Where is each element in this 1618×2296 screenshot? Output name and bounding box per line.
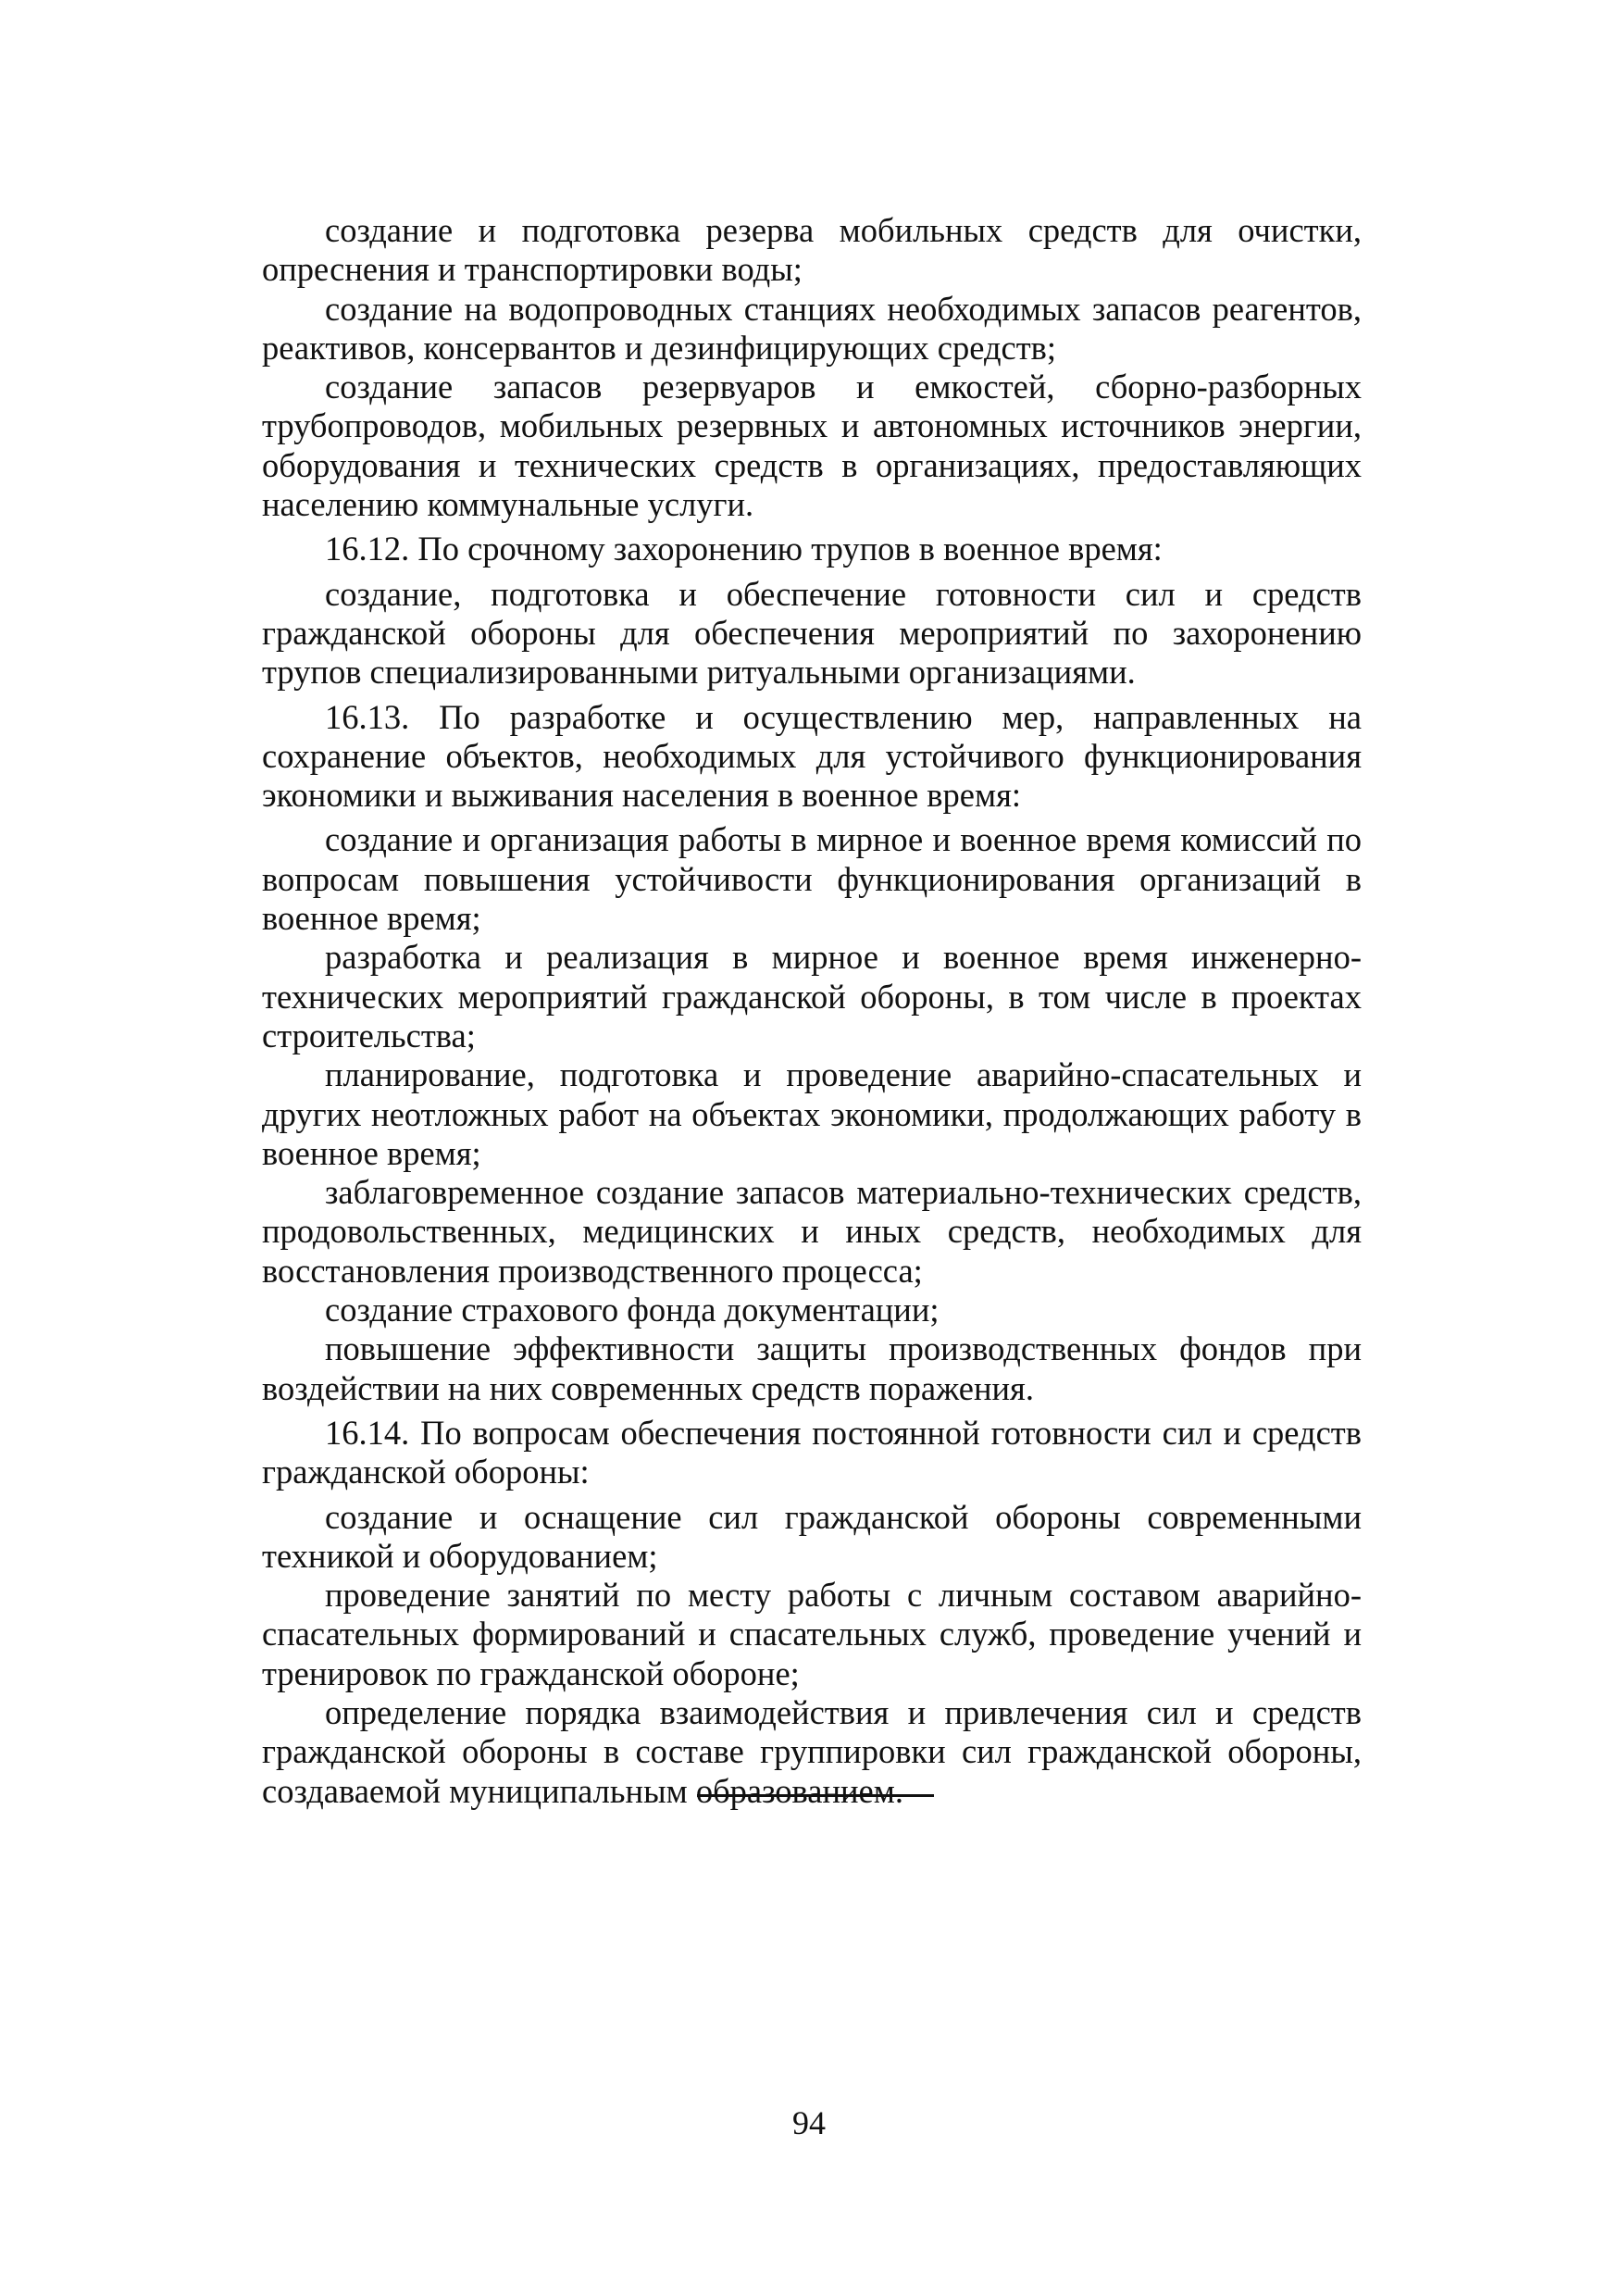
body-text: [262, 211, 1362, 1811]
page-number: 94: [792, 2104, 826, 2141]
section-heading: 16.12. По срочному захоронению трупов в военное время:: [325, 530, 1163, 568]
list-item: разработка и реализация в мирное и военное время инженерно-технических мероприятий гражданской обороны, в том числе в проектах строительства;: [262, 938, 1362, 1054]
list-item: создание и подготовка резерва мобильных средств для очистки, опреснения и транспортировки воды;: [262, 211, 1362, 289]
list-item: создание и оснащение сил гражданской обороны современными техникой и оборудованием;: [262, 1497, 1362, 1575]
list-item: заблаговременное создание запасов материально-технических средств, продовольственных, медицинских и иных средств, необходимых для восстановления производственного процесса;: [262, 1173, 1362, 1290]
list-item: создание запасов резервуаров и емкостей, сборно-разборных трубопроводов, мобильных резервных и автономных источников энергии, оборудования и технических средств в организациях, предоставляющих населению коммунальные услуги.: [262, 368, 1362, 524]
list-item: создание страхового фонда документации;: [325, 1291, 940, 1329]
end-rule: [697, 1794, 934, 1797]
section-heading: 16.14. По вопросам обеспечения постоянной готовности сил и средств гражданской обороны:: [262, 1413, 1362, 1491]
list-item: создание на водопроводных станциях необходимых запасов реагентов, реактивов, консервантов и дезинфицирующих средств;: [262, 289, 1362, 367]
section-heading: 16.13. По разработке и осуществлению мер, направленных на сохранение объектов, необходимых для устойчивого функционирования экономики и выживания населения в военное время:: [262, 697, 1362, 815]
list-item: создание и организация работы в мирное и военное время комиссий по вопросам повышения устойчивости функционирования организаций в военное время;: [262, 820, 1362, 938]
list-item: создание, подготовка и обеспечение готовности сил и средств гражданской обороны для обеспечения мероприятий по захоронению трупов специализированными ритуальными организациями.: [262, 574, 1362, 692]
list-item: проведение занятий по месту работы с личным составом аварийно-спасательных формирований и спасательных служб, проведение учений и тренировок по гражданской обороне;: [262, 1576, 1362, 1692]
list-item: планирование, подготовка и проведение аварийно-спасательных и других неотложных работ на объектах экономики, продолжающих работу в военное время;: [262, 1055, 1362, 1172]
list-item: повышение эффективности защиты производственных фондов при воздействии на них современных средств поражения.: [262, 1329, 1362, 1407]
list-item: определение порядка взаимодействия и привлечения сил и средств гражданской обороны в составе группировки сил гражданской обороны, создаваемой муниципальным образованием.: [262, 1692, 1362, 1810]
